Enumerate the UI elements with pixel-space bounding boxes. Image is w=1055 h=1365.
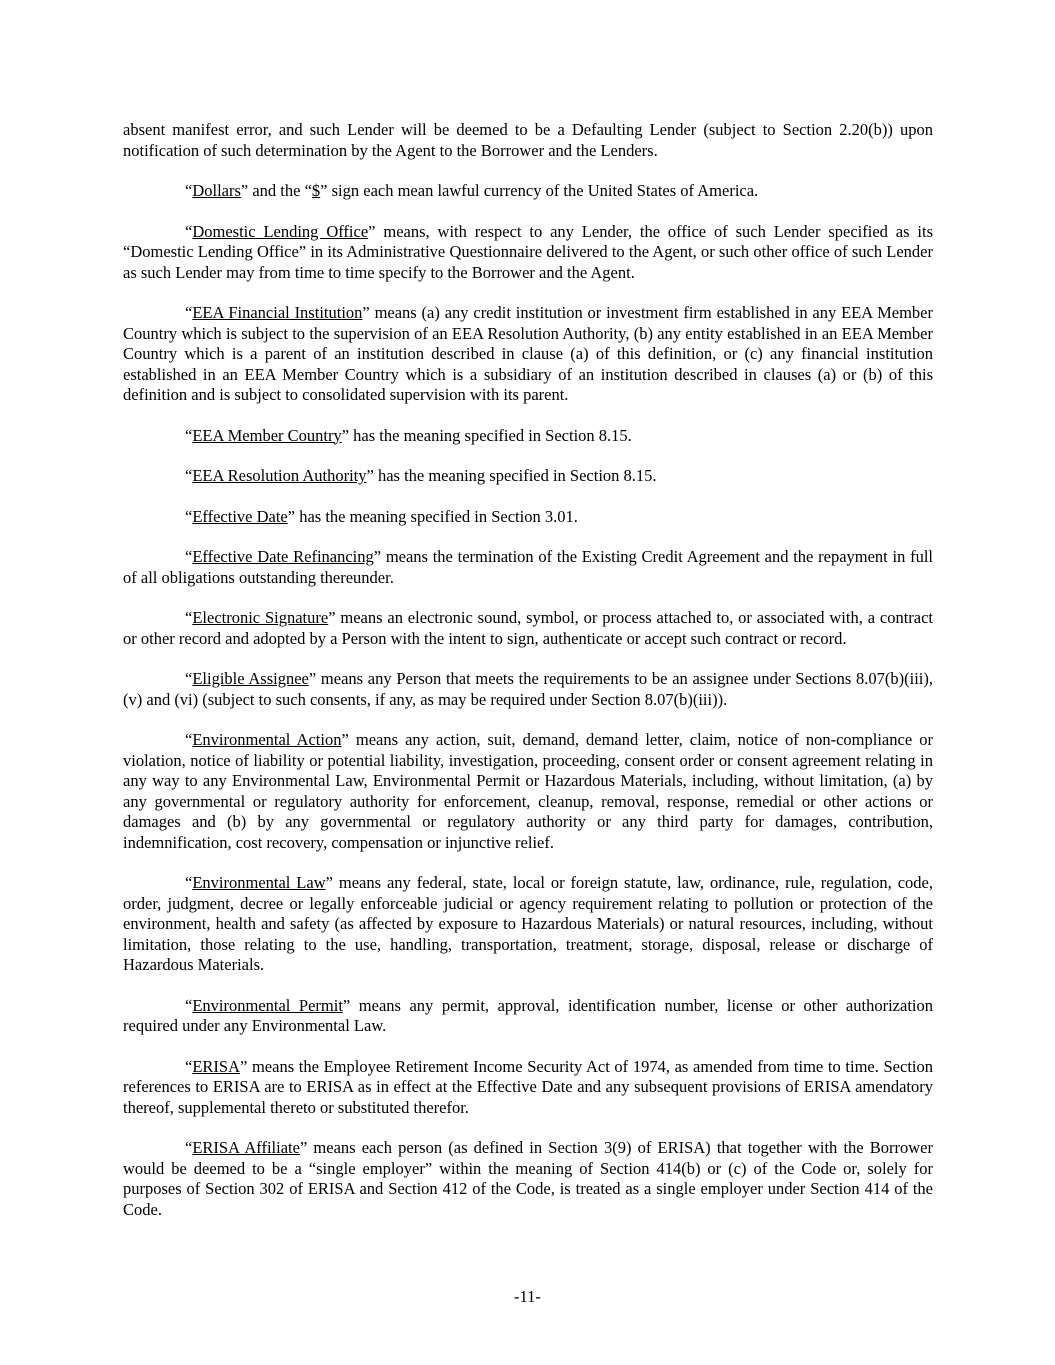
defined-term: Effective Date [192,506,288,526]
paragraph-text: ” means any Person that meets the requirements to be an assignee under Sections 8.07(b)(iii), (v) and (vi) (subject to such consents, if any, as may be required under Section 8.07(b)(iii)). [123,669,933,709]
paragraph [123,547,933,588]
paragraph-text: “ [185,1138,193,1157]
paragraph [123,1057,933,1119]
defined-term: $ [311,181,321,200]
paragraph-text: ” means the Employee Retirement Income Security Act of 1974, as amended from time to time. Section references to ERISA are to ERISA as in effect at the Effective Date and any subsequent provisions of ERISA amendatory thereof, supplemental thereto or substituted therefor. [123,1056,933,1117]
paragraph-text: “ [185,669,193,688]
paragraph-text: ” means any action, suit, demand, demand letter, claim, notice of non-compliance or violation, notice of liability or potential liability, investigation, proceeding, consent order or consent agreement relating in any way to any Environmental Law, Environmental Permit or Hazardous Materials, including, without limitation, (a) by any governmental or regulatory authority for enforcement, cleanup, removal, response, remedial or other actions or damages and (b) by any governmental or regulatory authority or any third party for damages, contribution, indemnification, cost recovery, compensation or injunctive relief. [123,730,933,852]
paragraph-text: “ [185,466,193,485]
paragraph [123,222,933,284]
paragraph-text: “ [185,506,193,526]
paragraph-text: ” and the “ [240,181,312,200]
defined-term: Domestic Lending Office [192,221,369,241]
paragraph-text: ” means, with respect to any Lender, the office of such Lender specified as its “Domestic Lending Office” in its Administrative Questionnaire delivered to the Agent, or such other office of such Lender as such Lender may from time to time specify to the Borrower and the Agent. [123,221,933,282]
defined-term: ERISA Affiliate [192,1138,300,1157]
paragraph [123,181,933,202]
paragraph-text: “ [185,873,193,892]
paragraph-text: absent manifest error, and such Lender will be deemed to be a Defaulting Lender (subject to Section 2.20(b)) upon notification of such determination by the Agent to the Borrower and the Lenders. [123,120,933,160]
paragraph [123,730,933,853]
paragraph-text: “ [185,425,193,445]
defined-term: Electronic Signature [192,608,329,627]
paragraph-text: ” has the meaning specified in Section 3.01. [287,506,578,526]
paragraph-text: ” has the meaning specified in Section 8.15. [341,425,632,445]
paragraph-text: ” means (a) any credit institution or investment firm established in any EEA Member Country which is subject to the supervision of an EEA Resolution Authority, (b) any entity established in an EEA Member Country which is a parent of an institution described in clause (a) of this definition, or (c) any financial institution established in an EEA Member Country which is a subsidiary of an institution described in clauses (a) or (b) of this definition and is subject to consolidated supervision with its parent. [123,303,933,404]
defined-term: Eligible Assignee [192,669,309,688]
defined-term: ERISA [192,1056,240,1076]
paragraph [123,120,933,161]
paragraph [123,873,933,976]
paragraph [123,608,933,649]
defined-term: Environmental Law [192,873,326,892]
paragraph-text: “ [185,303,193,322]
paragraph-text: ” means any permit, approval, identification number, license or other authorization required under any Environmental Law. [123,995,933,1035]
defined-term: Environmental Permit [192,995,343,1015]
paragraph-text: “ [185,1056,193,1076]
paragraph [123,426,933,447]
paragraph-text: “ [185,730,193,749]
paragraph [123,1138,933,1220]
paragraph-text: ” has the meaning specified in Section 8.15. [366,466,657,485]
paragraph-text: ” means the termination of the Existing Credit Agreement and the repayment in full of all obligations outstanding thereunder. [123,547,933,587]
paragraph [123,669,933,710]
document-body [123,120,933,1240]
defined-term: Effective Date Refinancing [192,547,374,566]
defined-term: Environmental Action [192,730,342,749]
defined-term: EEA Financial Institution [192,303,363,322]
defined-term: EEA Resolution Authority [192,466,367,485]
page-number: -11- [514,1287,541,1306]
paragraph [123,507,933,528]
paragraph-text: ” sign each mean lawful currency of the United States of America. [320,181,759,200]
paragraph-text: “ [185,181,193,200]
defined-term: EEA Member Country [192,425,342,445]
paragraph-text: ” means any federal, state, local or foreign statute, law, ordinance, rule, regulation, code, order, judgment, decree or legally enforceable judicial or agency requirement relating to pollution or protection of the environment, health and safety (as affected by exposure to Hazardous Materials) or natural resources, including, without limitation, those relating to the use, handling, transportation, treatment, storage, disposal, release or discharge of Hazardous Materials. [123,873,933,974]
paragraph [123,996,933,1037]
paragraph [123,466,933,487]
paragraph-text: “ [185,221,193,241]
paragraph [123,303,933,406]
paragraph-text: “ [185,547,193,566]
paragraph-text: ” means an electronic sound, symbol, or process attached to, or associated with, a contract or other record and adopted by a Person with the intent to sign, authenticate or accept such contract or record. [123,608,933,648]
paragraph-text: ” means each person (as defined in Section 3(9) of ERISA) that together with the Borrower would be deemed to be a “single employer” within the meaning of Section 414(b) or (c) of the Code or, solely for purposes of Section 302 of ERISA and Section 412 of the Code, is treated as a single employer under Section 414 of the Code. [123,1138,933,1219]
paragraph-text: “ [185,995,193,1015]
defined-term: Dollars [192,181,241,200]
paragraph-text: “ [185,608,193,627]
